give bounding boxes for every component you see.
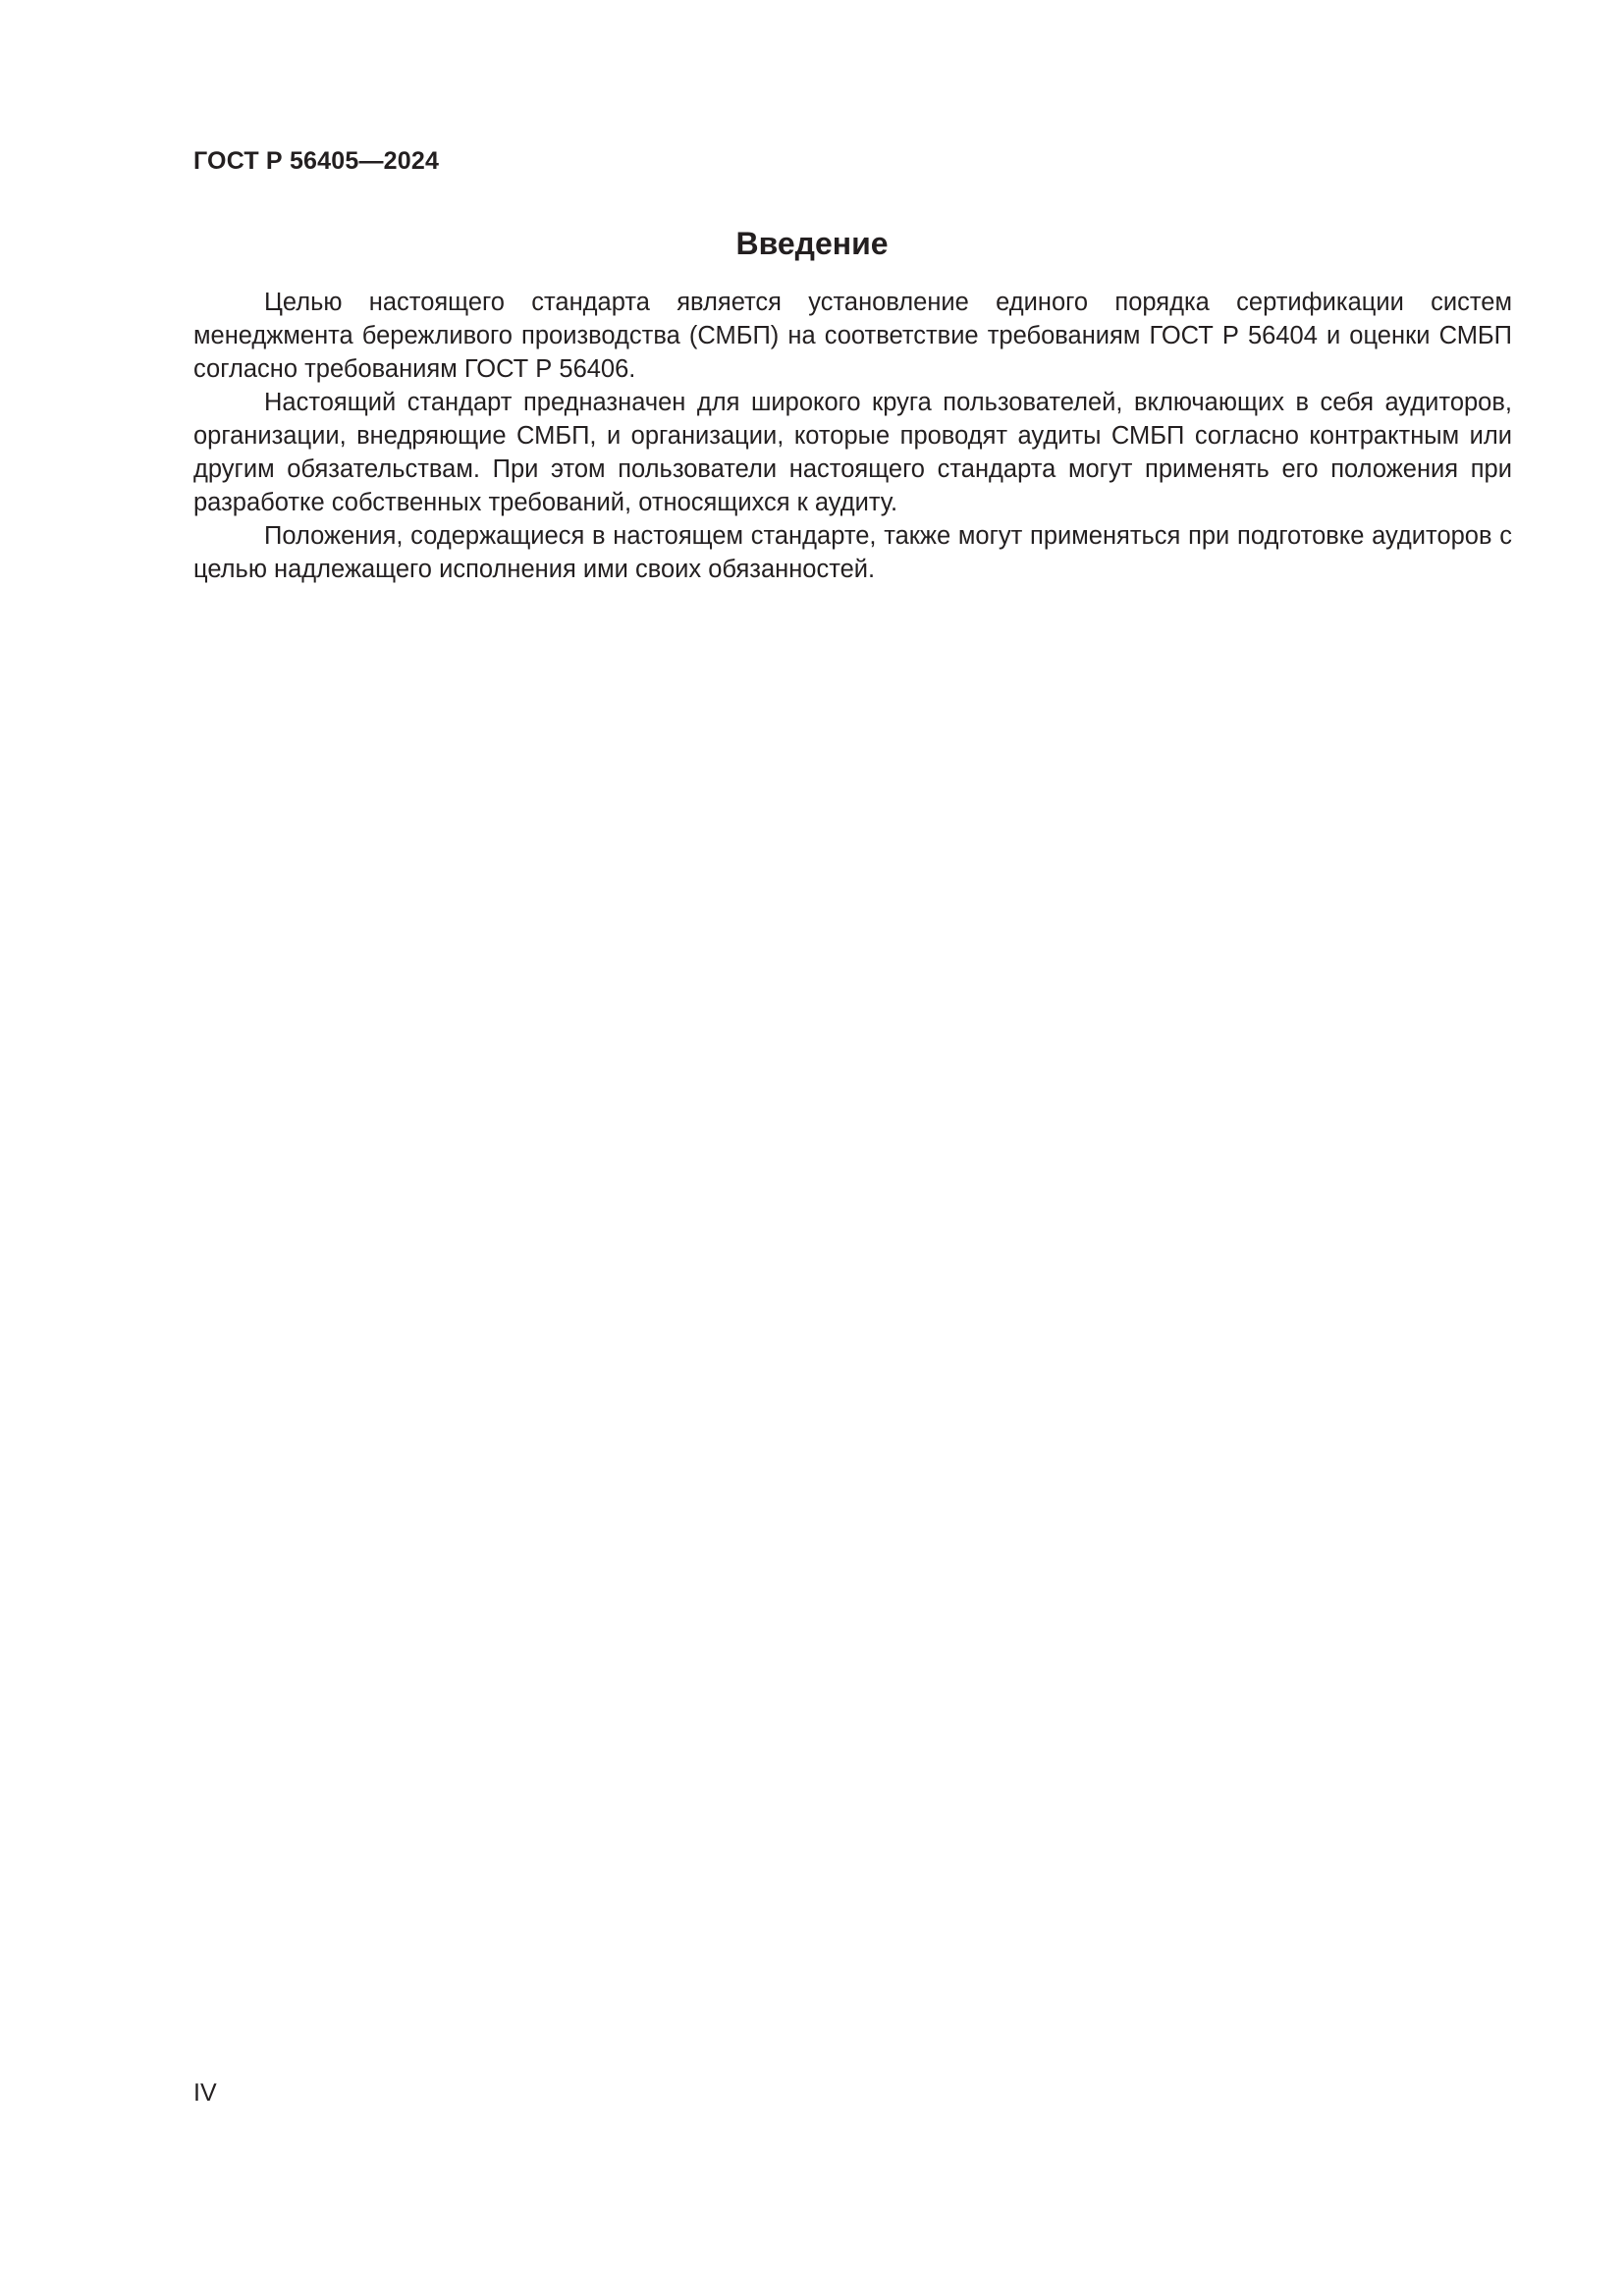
document-header: ГОСТ Р 56405—2024 — [193, 147, 440, 175]
paragraph: Настоящий стандарт предназначен для широкого круга пользователей, включающих в себя аудиторов, организации, внедряющие СМБП, и организации, которые проводят аудиты СМБП согласно контрактным или другим обязательствам. При этом пользователи настоящего стандарта могут применять его положения при разработке собственных требований, относящихся к аудиту. — [193, 389, 1512, 516]
paragraph: Положения, содержащиеся в настоящем стандарте, также могут применяться при подготовке аудиторов с целью надлежащего исполнения ими своих обязанностей. — [193, 522, 1512, 583]
paragraph: Целью настоящего стандарта является установление единого порядка сертификации систем менеджмента бережливого производства (СМБП) на соответствие требованиям ГОСТ Р 56404 и оценки СМБП согласно требованиям ГОСТ Р 56406. — [193, 289, 1512, 383]
page-number: IV — [193, 2079, 217, 2107]
section-title: Введение — [735, 226, 889, 261]
body-text — [193, 286, 1512, 586]
